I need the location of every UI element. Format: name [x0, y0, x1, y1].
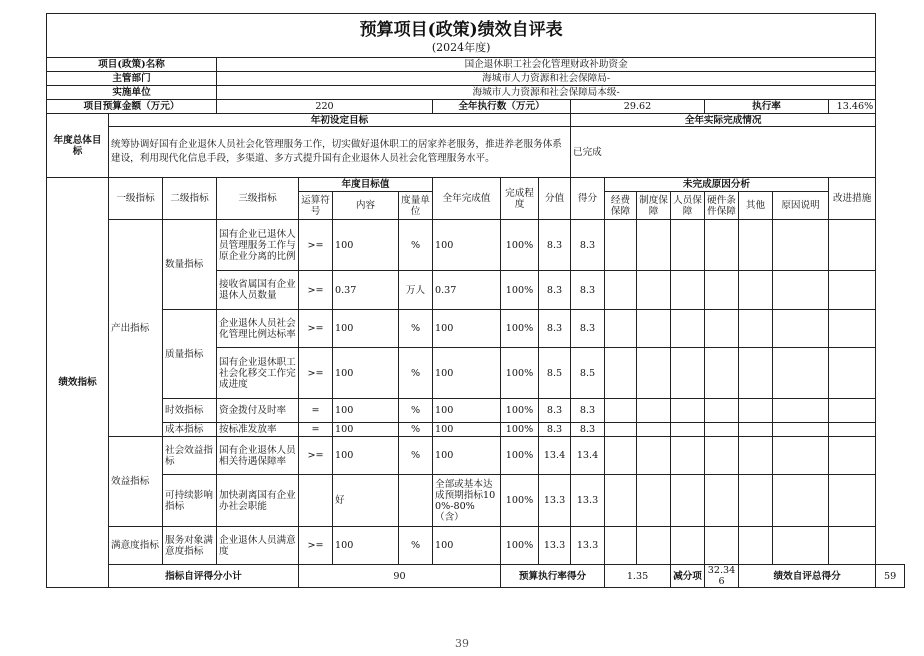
indicator-content: 100: [333, 399, 399, 423]
header-weight: 分值: [539, 178, 571, 220]
header-unfinished: 未完成原因分析: [605, 178, 829, 192]
indicator-op: >=: [299, 310, 333, 348]
indicator-completion: 100%: [501, 437, 539, 475]
indicator-op: [299, 475, 333, 527]
indicator-completion: 100%: [501, 475, 539, 527]
indicator-score: 8.3: [571, 220, 605, 271]
indicator-value: 100: [433, 423, 501, 437]
indicator-op: >=: [299, 220, 333, 271]
dept-label: 主管部门: [47, 72, 217, 86]
indicator-unit: %: [399, 437, 433, 475]
deduct-label: 减分项: [671, 565, 705, 588]
evaluation-sheet: [46, 13, 905, 588]
header-reason-other: 其他: [739, 192, 773, 220]
indicator-completion: 100%: [501, 310, 539, 348]
subtotal-value: 90: [299, 565, 501, 588]
indicator-l3: 国有企业已退休人员管理服务工作与原企业分离的比例: [217, 220, 299, 271]
indicator-l3: 接收省属国有企业退休人员数量: [217, 271, 299, 310]
indicator-weight: 8.5: [539, 348, 571, 399]
perf-label: 绩效指标: [47, 178, 109, 588]
header-l3: 三级指标: [217, 178, 299, 220]
header-reason-staff: 人员保障: [671, 192, 705, 220]
l2-quality: 质量指标: [163, 310, 217, 399]
header-op: 运算符号: [299, 192, 333, 220]
indicator-completion: 100%: [501, 423, 539, 437]
indicator-content: 100: [333, 310, 399, 348]
indicator-weight: 13.3: [539, 527, 571, 565]
indicator-unit: %: [399, 220, 433, 271]
indicator-value: 100: [433, 348, 501, 399]
actual-header: 全年实际完成情况: [571, 114, 876, 127]
header-unit: 度量单位: [399, 192, 433, 220]
indicator-value: 全部或基本达成预期指标100%-80%（含）: [433, 475, 501, 527]
indicator-l3: 国有企业退休职工社会化移交工作完成进度: [217, 348, 299, 399]
indicator-weight: 8.3: [539, 399, 571, 423]
page-title: 预算项目(政策)绩效自评表: [359, 20, 563, 40]
exec-label: 全年执行数（万元）: [433, 100, 571, 114]
indicator-score: 8.5: [571, 348, 605, 399]
goal-section-label: 年度总体目标: [47, 114, 109, 178]
indicator-weight: 8.3: [539, 220, 571, 271]
indicator-value: 100: [433, 527, 501, 565]
indicator-completion: 100%: [501, 527, 539, 565]
l2-social: 社会效益指标: [163, 437, 217, 475]
l2-service: 服务对象满意度指标: [163, 527, 217, 565]
rate-label: 执行率: [705, 100, 829, 114]
header-reason-funding: 经费保障: [605, 192, 637, 220]
indicator-unit: [399, 475, 433, 527]
l2-timeliness: 时效指标: [163, 399, 217, 423]
header-reason-system: 制度保障: [637, 192, 671, 220]
indicator-value: 100: [433, 220, 501, 271]
l1-benefit: 效益指标: [109, 437, 163, 527]
header-l2: 二级指标: [163, 178, 217, 220]
header-l1: 一级指标: [109, 178, 163, 220]
indicator-value: 0.37: [433, 271, 501, 310]
indicator-value: 100: [433, 399, 501, 423]
indicator-completion: 100%: [501, 271, 539, 310]
indicator-value: 100: [433, 310, 501, 348]
project-name-label: 项目(政策)名称: [47, 58, 217, 72]
header-content: 内容: [333, 192, 399, 220]
indicator-content: 100: [333, 423, 399, 437]
indicator-content: 100: [333, 220, 399, 271]
l1-output: 产出指标: [109, 220, 163, 437]
indicator-unit: %: [399, 310, 433, 348]
impl-label: 实施单位: [47, 86, 217, 100]
indicator-op: >=: [299, 437, 333, 475]
indicator-score: 8.3: [571, 310, 605, 348]
header-reason-hardware: 硬件条件保障: [705, 192, 739, 220]
project-name: 国企退休职工社会化管理财政补助资金: [217, 58, 876, 72]
subtotal-label: 指标自评得分小计: [109, 565, 299, 588]
header-score: 得分: [571, 178, 605, 220]
indicator-content: 100: [333, 437, 399, 475]
budget-rate-value: 1.35: [605, 565, 671, 588]
header-reason-note: 原因说明: [773, 192, 829, 220]
evaluation-table: [46, 13, 905, 588]
indicator-content: 100: [333, 527, 399, 565]
indicator-l3: 加快剥离国有企业办社会职能: [217, 475, 299, 527]
indicator-content: 0.37: [333, 271, 399, 310]
actual-text: 已完成: [571, 127, 876, 178]
indicator-content: 100: [333, 348, 399, 399]
impl-value: 海城市人力资源和社会保障局本级-: [217, 86, 876, 100]
indicator-content: 好: [333, 475, 399, 527]
indicator-weight: 13.4: [539, 437, 571, 475]
budget-value: 220: [217, 100, 433, 114]
page-number: 39: [455, 637, 469, 650]
indicator-score: 8.3: [571, 399, 605, 423]
goal-text: 统筹协调好国有企业退休人员社会化管理服务工作，切实做好退休职工的居家养老服务，推进养老服务体系建设，利用现代化信息手段，多渠道、多方式提升国有企业退休人员社会化管理服务水平。: [109, 127, 571, 178]
indicator-completion: 100%: [501, 399, 539, 423]
dept-value: 海城市人力资源和社会保障局-: [217, 72, 876, 86]
indicator-score: 8.3: [571, 423, 605, 437]
indicator-value: 100: [433, 437, 501, 475]
indicator-weight: 8.3: [539, 423, 571, 437]
indicator-unit: %: [399, 348, 433, 399]
header-completion: 完成程度: [501, 178, 539, 220]
indicator-unit: %: [399, 423, 433, 437]
indicator-completion: 100%: [501, 220, 539, 271]
header-annual-target: 年度目标值: [299, 178, 433, 192]
l2-cost: 成本指标: [163, 423, 217, 437]
rate-value: 13.46%: [829, 100, 876, 114]
total-label: 绩效自评总得分: [739, 565, 876, 588]
indicator-l3: 企业退休人员满意度: [217, 527, 299, 565]
indicator-score: 13.3: [571, 475, 605, 527]
indicator-op: =: [299, 423, 333, 437]
l2-sustain: 可持续影响指标: [163, 475, 217, 527]
indicator-weight: 8.3: [539, 271, 571, 310]
indicator-op: =: [299, 399, 333, 423]
header-measures: 改进措施: [829, 178, 876, 220]
total-value: 59: [876, 565, 905, 588]
indicator-op: >=: [299, 527, 333, 565]
indicator-op: >=: [299, 271, 333, 310]
l1-satisfaction: 满意度指标: [109, 527, 163, 565]
header-year-value: 全年完成值: [433, 178, 501, 220]
exec-value: 29.62: [571, 100, 705, 114]
indicator-l3: 资金拨付及时率: [217, 399, 299, 423]
indicator-l3: 国有企业退休人员相关待遇保障率: [217, 437, 299, 475]
indicator-score: 13.3: [571, 527, 605, 565]
indicator-unit: 万人: [399, 271, 433, 310]
indicator-score: 8.3: [571, 271, 605, 310]
budget-label: 项目预算金额（万元）: [47, 100, 217, 114]
indicator-completion: 100%: [501, 348, 539, 399]
indicator-unit: %: [399, 527, 433, 565]
page-year: (2024年度): [431, 41, 491, 54]
indicator-l3: 按标准发放率: [217, 423, 299, 437]
indicator-score: 13.4: [571, 437, 605, 475]
indicator-unit: %: [399, 399, 433, 423]
indicator-op: >=: [299, 348, 333, 399]
budget-rate-label: 预算执行率得分: [501, 565, 605, 588]
indicator-l3: 企业退休人员社会化管理比例达标率: [217, 310, 299, 348]
goal-header: 年初设定目标: [109, 114, 571, 127]
indicator-weight: 8.3: [539, 310, 571, 348]
deduct-value: 32.346: [705, 565, 739, 588]
indicator-weight: 13.3: [539, 475, 571, 527]
title-cell: [47, 14, 876, 58]
l2-quantity: 数量指标: [163, 220, 217, 310]
